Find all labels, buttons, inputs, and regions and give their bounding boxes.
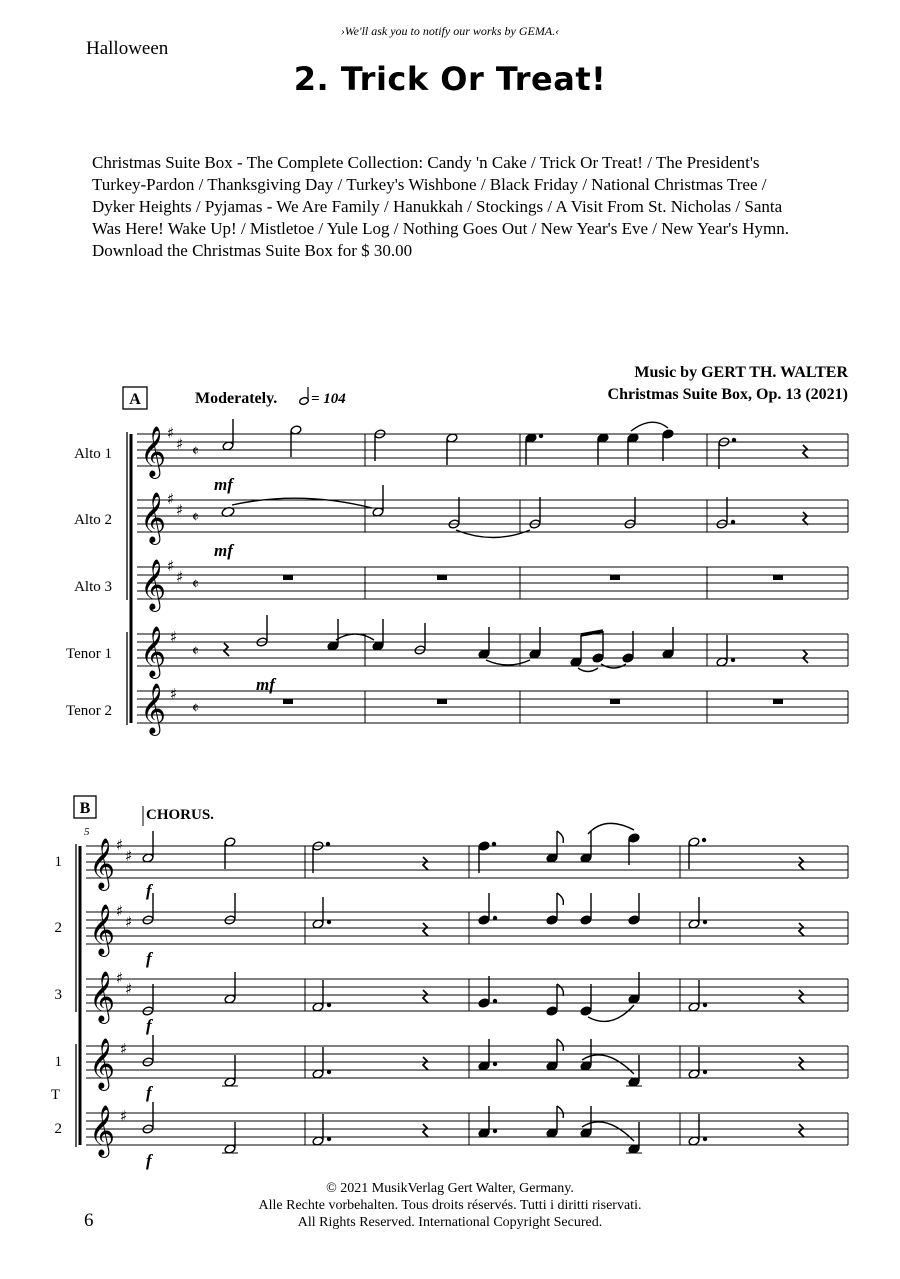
cut-time-icon bbox=[192, 442, 199, 717]
svg-text:𝄞: 𝄞 bbox=[89, 971, 116, 1022]
treble-clef-icon bbox=[140, 426, 166, 736]
system-bracket bbox=[76, 844, 80, 1147]
staff-b-2 bbox=[86, 912, 848, 944]
staff-b-1 bbox=[86, 846, 848, 878]
system-b bbox=[51, 796, 848, 1170]
dynamic-marking: mf bbox=[214, 541, 233, 560]
svg-text:𝄞: 𝄞 bbox=[89, 904, 116, 955]
key-signature-sharp-icon bbox=[116, 836, 132, 1125]
svg-text:♯: ♯ bbox=[176, 501, 184, 519]
rights-line-english: All Rights Reserved. International Copyright Secured. bbox=[297, 1215, 603, 1230]
b-staff-2-notes bbox=[142, 893, 804, 936]
instrument-label: Alto 3 bbox=[74, 579, 112, 595]
tempo-value: = 104 bbox=[311, 391, 346, 407]
svg-text:♯: ♯ bbox=[116, 836, 124, 854]
svg-text:♯: ♯ bbox=[167, 424, 175, 442]
instrument-label: Tenor 2 bbox=[65, 703, 112, 719]
svg-text:♯: ♯ bbox=[125, 847, 133, 865]
copyright-footer bbox=[0, 1180, 900, 1231]
svg-text:𝄞: 𝄞 bbox=[89, 1105, 116, 1156]
svg-text:♯: ♯ bbox=[120, 1107, 128, 1125]
svg-text:𝄵: 𝄵 bbox=[192, 508, 199, 526]
svg-text:𝄞: 𝄞 bbox=[89, 1038, 116, 1089]
svg-text:♯: ♯ bbox=[167, 490, 175, 508]
instrument-label: 3 bbox=[54, 987, 62, 1003]
dynamic-marking: f bbox=[146, 881, 152, 900]
staff-b-3 bbox=[86, 979, 848, 1011]
b-staff-5-notes bbox=[142, 1102, 804, 1154]
system-a bbox=[66, 387, 848, 736]
svg-text:♯: ♯ bbox=[116, 902, 124, 920]
staff-b-5 bbox=[86, 1113, 848, 1145]
dynamic-marking: f bbox=[146, 949, 152, 968]
chorus-label: CHORUS. bbox=[146, 807, 214, 823]
tempo-text: Moderately. bbox=[195, 390, 278, 407]
instrument-label: 2 bbox=[54, 1121, 62, 1137]
staff-alto-1 bbox=[137, 434, 848, 466]
dynamic-marking: mf bbox=[214, 475, 233, 494]
gema-notice: ›We'll ask you to notify our works by GEMA.‹ bbox=[340, 24, 560, 38]
svg-text:♯: ♯ bbox=[170, 685, 178, 703]
copyright-line: © 2021 MusikVerlag Gert Walter, Germany. bbox=[326, 1181, 574, 1196]
rehearsal-mark-b: B bbox=[79, 800, 91, 817]
instrument-label: 1 bbox=[54, 854, 62, 870]
instrument-group-label: T bbox=[50, 1087, 60, 1103]
work-credit: Christmas Suite Box, Op. 13 (2021) bbox=[607, 386, 848, 403]
measure-number: 5 bbox=[84, 826, 90, 838]
svg-text:𝄞: 𝄞 bbox=[89, 838, 116, 889]
section-title: Halloween bbox=[86, 38, 169, 59]
svg-text:𝄞: 𝄞 bbox=[140, 426, 167, 477]
svg-text:𝄞: 𝄞 bbox=[140, 683, 167, 734]
staff-tenor-2 bbox=[137, 691, 848, 723]
svg-text:♯: ♯ bbox=[125, 980, 133, 998]
page-number: 6 bbox=[84, 1210, 94, 1231]
tempo-half-note-icon bbox=[299, 387, 310, 406]
system-bracket bbox=[127, 432, 131, 725]
svg-text:♯: ♯ bbox=[170, 628, 178, 646]
alto-2-notes bbox=[221, 485, 808, 538]
whole-rest-icon bbox=[283, 699, 783, 704]
whole-rest-icon bbox=[283, 575, 783, 580]
page-title: 2. Trick Or Treat! bbox=[293, 60, 607, 98]
tenor-1-notes bbox=[224, 615, 808, 672]
staff-alto-3 bbox=[137, 567, 848, 599]
dynamic-marking: f bbox=[146, 1083, 152, 1102]
instrument-label: Tenor 1 bbox=[65, 646, 112, 662]
instrument-label: 1 bbox=[54, 1054, 62, 1070]
svg-text:𝄞: 𝄞 bbox=[140, 492, 167, 543]
instrument-label: 2 bbox=[54, 920, 62, 936]
b-staff-1-notes bbox=[142, 823, 804, 873]
svg-text:𝄞: 𝄞 bbox=[140, 559, 167, 610]
dynamic-marking: mf bbox=[256, 675, 275, 694]
staff-b-4 bbox=[86, 1046, 848, 1078]
staff-tenor-1 bbox=[137, 634, 848, 666]
svg-text:𝄞: 𝄞 bbox=[140, 626, 167, 677]
dynamic-marking: f bbox=[146, 1151, 152, 1170]
svg-text:𝄵: 𝄵 bbox=[192, 642, 199, 660]
svg-text:𝄵: 𝄵 bbox=[192, 699, 199, 717]
svg-text:♯: ♯ bbox=[176, 568, 184, 586]
treble-clef-icon bbox=[89, 838, 115, 1158]
svg-text:𝄵: 𝄵 bbox=[192, 575, 199, 593]
b-staff-4-notes bbox=[142, 1035, 804, 1087]
svg-text:♯: ♯ bbox=[176, 435, 184, 453]
rehearsal-mark-a: A bbox=[129, 391, 141, 408]
collection-description: Christmas Suite Box - The Complete Collection: Candy 'n Cake / Trick Or Treat! / The President's Turkey-Pardon / Thanksgiving Day / Turkey's Wishbone / Black Friday / National Christmas Tree / Dyker Heights / Pyjamas - We Are Family / Hanukkah / Stockings / A Visit From St. Nicholas / Santa Was Here! Wake Up! / Mistletoe / Yule Log / Nothing Goes Out / New Year's Eve / New Year's Hymn. Download the Christmas Suite Box for $ 30.00 bbox=[92, 153, 789, 260]
svg-text:♯: ♯ bbox=[116, 969, 124, 987]
alto-1-notes bbox=[222, 419, 808, 469]
instrument-label: Alto 1 bbox=[74, 446, 112, 462]
composer-credit: Music by GERT TH. WALTER bbox=[634, 364, 848, 381]
rights-line-multilingual: Alle Rechte vorbehalten. Tous droits réservés. Tutti i diritti riservati. bbox=[258, 1198, 642, 1213]
svg-text:♯: ♯ bbox=[120, 1040, 128, 1058]
dynamic-marking: f bbox=[146, 1016, 152, 1035]
staff-alto-2 bbox=[137, 500, 848, 532]
svg-text:♯: ♯ bbox=[125, 913, 133, 931]
svg-text:♯: ♯ bbox=[167, 557, 175, 575]
instrument-label: Alto 2 bbox=[74, 512, 112, 528]
svg-text:𝄵: 𝄵 bbox=[192, 442, 199, 460]
